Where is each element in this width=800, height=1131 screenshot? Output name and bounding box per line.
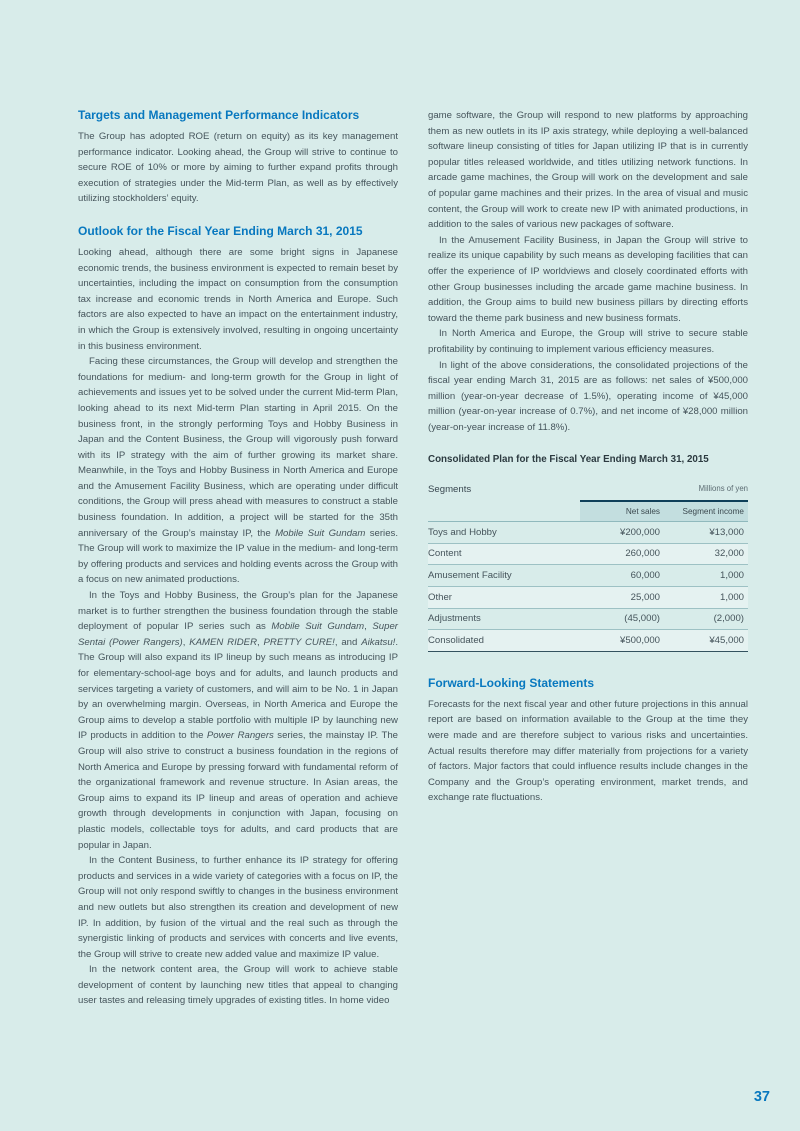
table-row	[428, 608, 748, 630]
body-text: Looking ahead, although there are some bright signs in Japanese economic trends, the business environment is expected to remain beset by uncertainties, including the impact on consumption from the consumption tax increase and economic trends in North America and Europe. Such factors are also expected to have an impact on the entertainment industry, in which the Group is extensively involved, resulting in ongoing uncertainty in this business environment.	[78, 246, 398, 352]
left-column	[78, 108, 398, 1026]
body-text: Forecasts for the next fiscal year and other future projections in this annual report are based on information available to the Group at the time they were made and are therefore subject to various risks and uncertainties. Actual results therefore may differ materially from projections for a variety of factors. Major factors that could influence results include changes in the Company and the Group’s operating environment, market trends, and exchange rate fluctuations.	[428, 698, 748, 804]
cell-label: Content	[428, 543, 580, 565]
body-text: series, the mainstay IP. The Group will also strive to construct a business foundation in the regions of North America and Europe by pressing forward with fundamental reform of the organizational framework and revenue structure. In Asian areas, the Group aims to expand its IP lineup and areas of operation and achieve growth through developments in conjunction with Japan, focusing on plastic models, collectable toys for adults, and card products that are popular in Japan.	[78, 730, 398, 851]
italic-title-text: Aikatsu!	[361, 636, 396, 648]
cell-label: Consolidated	[428, 630, 580, 652]
segments-column-header: Segments	[428, 484, 472, 496]
body-text: ,	[182, 636, 190, 648]
body-text: game software, the Group will respond to new platforms by approaching them as new outlets in its IP axis strategy, while deploying a well-balanced software lineup consisting of titles for Japan utilizing IP that is in currently popular titles released worldwide, and titles utilizing network functions. In arcade game machines, the Group will work on the development and sale of popular game machines and their prizes. In the area of visual and music content, the Group will work to create new IP with animated productions, in addition to the sales of various new packages of software.	[428, 110, 748, 231]
text-section	[78, 108, 398, 207]
paragraph	[78, 129, 398, 207]
cell-net-sales: ¥500,000	[580, 630, 664, 652]
cell-segment-income: ¥45,000	[664, 630, 748, 652]
segments-table-head	[428, 481, 748, 522]
paragraph	[428, 358, 748, 436]
body-text: In light of the above considerations, the consolidated projections of the fiscal year ending March 31, 2015 are as follows: net sales of ¥500,000 million (year-on-year decrease of 1.5%), operating income of ¥45,000 million (year-on-year increase of 0.7%), and net income of ¥28,000 million (year-on-year increase of 11.8%).	[428, 359, 748, 433]
page-number: 37	[753, 1089, 770, 1105]
italic-title-text: PRETTY CURE!	[263, 636, 335, 648]
table-row	[428, 630, 748, 652]
body-text: In North America and Europe, the Group will strive to secure stable profitability by continuing to implement various efficiency measures.	[428, 328, 748, 355]
body-text: The Group has adopted ROE (return on equity) as its key management performance indicator. Looking ahead, the Group will strive to continue to secure ROE of 10% or more by aiming to further expand profits through execution of strategies under the Mid-term Plan, as well as by effectively utilizing stockholders’ equity.	[78, 131, 398, 205]
left-column-text	[78, 108, 398, 1009]
italic-title-text: Super Sentai (Power Rangers)	[78, 621, 398, 648]
paragraph	[428, 697, 748, 806]
section-heading: Outlook for the Fiscal Year Ending March 31, 2015	[78, 223, 363, 238]
cell-segment-income: ¥13,000	[664, 522, 748, 544]
cell-label: Amusement Facility	[428, 565, 580, 587]
cell-segment-income: (2,000)	[664, 608, 748, 630]
cell-net-sales: 60,000	[580, 565, 664, 587]
body-text: In the network content area, the Group will work to achieve stable development of content by launching new titles that appeal to changing user tastes and releasing timely upgrades of existing titles. In home video	[78, 964, 398, 1007]
paragraph	[78, 245, 398, 354]
body-text: series. The Group will work to maximize the IP value in the medium- and long-term by offering products and services and holding events across the Group with a focus on new animated productions.	[78, 527, 398, 586]
consolidated-plan-block	[428, 452, 748, 651]
cell-segment-income: 1,000	[664, 587, 748, 609]
table-meta-row	[428, 481, 748, 501]
table-row	[428, 522, 748, 544]
table-row	[428, 565, 748, 587]
paragraph	[78, 354, 398, 588]
cell-net-sales: ¥200,000	[580, 522, 664, 544]
net-sales-header: Net sales	[580, 501, 664, 522]
text-section	[78, 224, 398, 1009]
segment-income-header: Segment income	[664, 501, 748, 522]
table-row	[428, 587, 748, 609]
text-section	[428, 108, 748, 435]
cell-segment-income: 32,000	[664, 543, 748, 565]
cell-label: Toys and Hobby	[428, 522, 580, 544]
paragraph	[428, 108, 748, 233]
cell-net-sales: (45,000)	[580, 608, 664, 630]
table-title: Consolidated Plan for the Fiscal Year Ending March 31, 2015	[428, 454, 709, 466]
body-text: Facing these circumstances, the Group will develop and strengthen the foundations for medium- and long-term growth for the Group in light of achievements and issues yet to be solved under the current Mid-term Plan, looking ahead to its next Mid-term Plan starting in April 2015. On the business front, in the strongly performing Toys and Hobby Business in Japan and the Content Business, the Group will vigorously push forward with its IP strategy with the aim of further growing its market share. Meanwhile, in the Toys and Hobby Business in North America and Europe and the Amusement Facility Business, which are operating under difficult conditions, the Group will press ahead with measures to construct a stable business foundation. In addition, a project will be started for the 35th anniversary of the Group’s mainstay IP, the	[78, 356, 398, 539]
table-columns-row	[428, 501, 748, 522]
italic-title-text: Mobile Suit Gundam	[271, 621, 365, 633]
italic-title-text: Mobile Suit Gundam	[275, 527, 366, 539]
body-text: ,	[257, 636, 264, 648]
body-text: In the Toys and Hobby Business, the Group’s plan for the Japanese market is to further strengthen the business foundation through the stable deployment of popular IP series such as	[78, 590, 398, 633]
italic-title-text: Power Rangers	[206, 730, 274, 742]
body-text: In the Amusement Facility Business, in Japan the Group will strive to realize its unique capability by such means as developing facilities that can offer the experience of IP worldviews and closely coordinated efforts with other Group businesses including the arcade game machine business. In addition, the Group aims to build new business pillars by directing efforts toward the theme park business and new business formats.	[428, 234, 748, 324]
paragraph	[78, 853, 398, 962]
right-column-text	[428, 108, 748, 435]
forward-looking-block	[428, 676, 748, 806]
cell-segment-income: 1,000	[664, 565, 748, 587]
right-column	[428, 108, 748, 1026]
unit-note: Millions of yen	[698, 484, 748, 494]
text-section	[428, 676, 748, 806]
body-text: ,	[364, 621, 373, 633]
paragraph	[428, 326, 748, 357]
cell-label: Adjustments	[428, 608, 580, 630]
section-heading: Forward-Looking Statements	[428, 675, 595, 690]
body-text: , and	[334, 636, 362, 648]
italic-title-text: KAMEN RIDER	[189, 636, 257, 648]
paragraph	[78, 962, 398, 1009]
cell-net-sales: 260,000	[580, 543, 664, 565]
table-row	[428, 543, 748, 565]
empty-header-cell	[428, 501, 580, 522]
cell-net-sales: 25,000	[580, 587, 664, 609]
segments-table	[428, 481, 748, 652]
section-heading: Targets and Management Performance Indicators	[78, 108, 360, 122]
segments-table-body	[428, 522, 748, 652]
paragraph	[78, 588, 398, 853]
cell-label: Other	[428, 587, 580, 609]
body-text: In the Content Business, to further enhance its IP strategy for offering products and services in a wide variety of categories with a focus on IP, the Group will not only respond swiftly to changes in the business environment and new outlets but also strengthen its creation and development of new IP. In addition, by fusion of the virtual and the real such as through the synergistic linking of products and services with concerts and live events, the Group will strive to create new added value and maximize IP value.	[78, 855, 398, 960]
paragraph	[428, 233, 748, 327]
body-text: . The Group will also expand its IP lineup by such means as introducing IP for elementary-school-age boys and for adults, and launch products and services targeting a variety of customers, and will aim to be No. 1 in Japan by an overwhelming margin. Overseas, in North America and Europe the Group aims to develop a stable portfolio with multiple IP by launching new IP products in addition to the	[78, 636, 398, 742]
